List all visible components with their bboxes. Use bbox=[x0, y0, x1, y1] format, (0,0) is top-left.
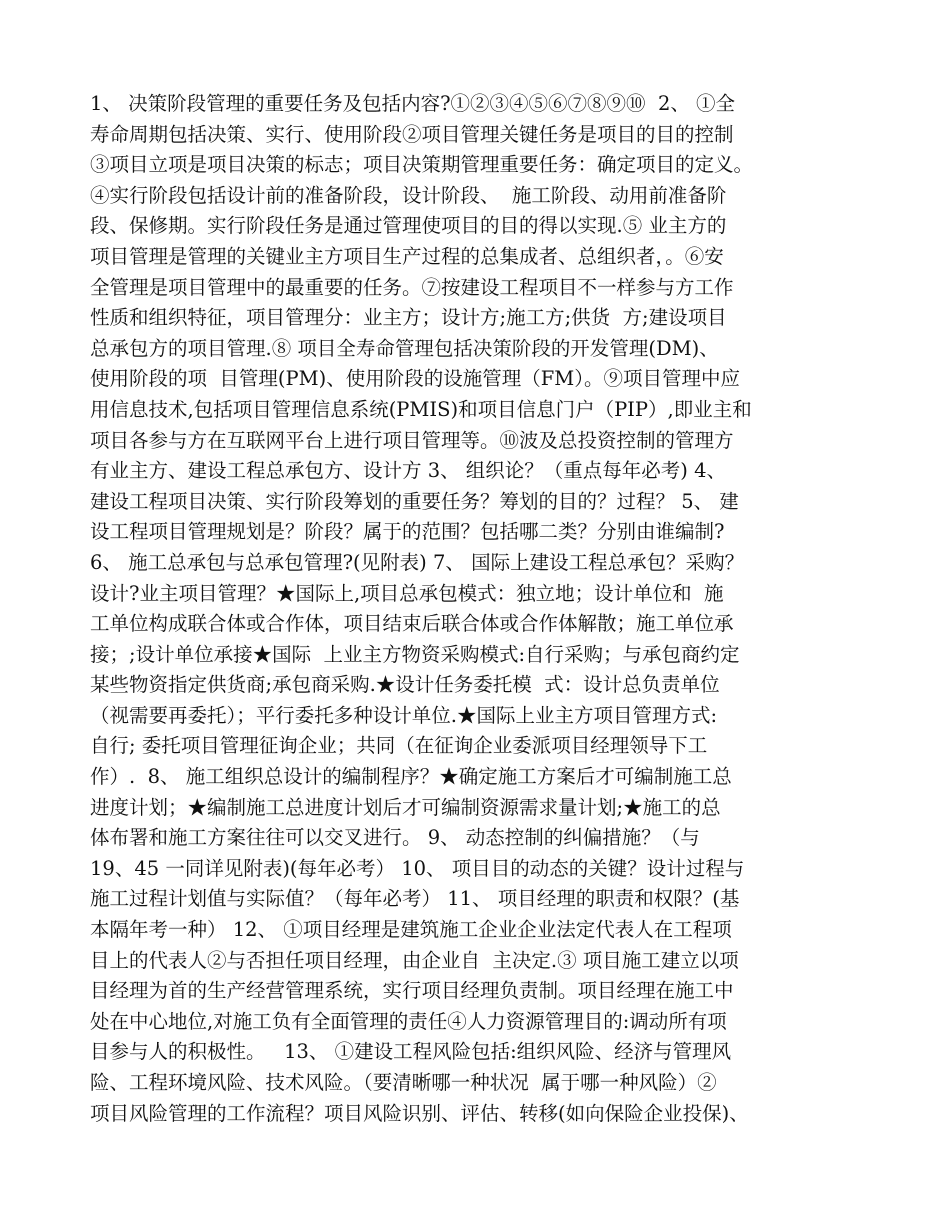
text-line: 项目管理是管理的关键业主方项目生产过程的总集成者、总组织者，。⑥安 bbox=[90, 244, 724, 268]
text-line: ③项目立项是项目决策的标志；项目决策期管理重要任务：确定项目的定义。 bbox=[90, 153, 754, 177]
text-line: 设工程项目管理规划是？阶段？属于的范围？包括哪二类？分别由谁编制? bbox=[90, 520, 725, 544]
text-line: 寿命周期包括决策、实行、使用阶段②项目管理关键任务是项目的目的控制 bbox=[90, 122, 734, 146]
text-line: 设计?业主项目管理？★国际上,项目总承包模式：独立地；设计单位和 施 bbox=[90, 581, 724, 605]
text-line: 目经理为首的生产经营管理系统，实行项目经理负责制。项目经理在施工中 bbox=[90, 979, 734, 1003]
text-line: 某些物资指定供货商;承包商采购.★设计任务委托模 式：设计总负责单位 bbox=[90, 673, 720, 697]
text-line: 6、 施工总承包与总承包管理?(见附表) 7、 国际上建设工程总承包？采购？ bbox=[90, 550, 745, 574]
text-line: （视需要再委托）；平行委托多种设计单位.★国际上业主方项目管理方式: bbox=[90, 703, 718, 727]
text-line: 施工过程计划值与实际值？（每年必考） 11、 项目经理的职责和权限？(基 bbox=[90, 887, 740, 911]
text-line: ④实行阶段包括设计前的准备阶段，设计阶段、 施工阶段、动用前准备阶 bbox=[90, 183, 727, 207]
text-line: 体布署和施工方案往往可以交叉进行。 9、 动态控制的纠偏措施？（与 bbox=[90, 826, 700, 850]
text-line: 19、45 一同详见附表)(每年必考） 10、 项目目的动态的关键？设计过程与 bbox=[90, 856, 745, 880]
text-line: 处在中心地位,对施工负有全面管理的责任④人力资源管理目的:调动所有项 bbox=[90, 1009, 727, 1033]
document-body bbox=[90, 89, 870, 1129]
text-line: 目上的代表人②与否担任项目经理，由企业自 主决定.③ 项目施工建立以项 bbox=[90, 948, 739, 972]
text-line: 目参与人的积极性。 13、 ①建设工程风险包括:组织风险、经济与管理风 bbox=[90, 1040, 732, 1064]
text-line: 总承包方的项目管理.⑧ 项目全寿命管理包括决策阶段的开发管理(DM)、 bbox=[90, 336, 719, 360]
text-line: 1、 决策阶段管理的重要任务及包括内容?①②③④⑤⑥⑦⑧⑨⑩ 2、 ①全 bbox=[90, 92, 736, 115]
text-line: 项目各参与方在互联网平台上进行项目管理等。⑩波及总投资控制的管理方 bbox=[90, 428, 734, 452]
text-line: 本隔年考一种） 12、 ①项目经理是建筑施工企业企业法定代表人在工程项 bbox=[90, 918, 732, 942]
text-line: 项目风险管理的工作流程？项目风险识别、评估、转移(如向保险企业投保)、 bbox=[90, 1101, 749, 1125]
text-line: 全管理是项目管理中的最重要的任务。⑦按建设工程项目不一样参与方工作 bbox=[90, 275, 734, 299]
text-line: 工单位构成联合体或合作体，项目结束后联合体或合作体解散；施工单位承 bbox=[90, 612, 734, 636]
text-line: 使用阶段的项 目管理(PM)、使用阶段的设施管理（FM）。⑨项目管理中应 bbox=[90, 367, 740, 391]
text-line: 建设工程项目决策、实行阶段筹划的重要任务？筹划的目的？过程？ 5、 建 bbox=[90, 489, 739, 513]
text-line: 险、工程环境风险、技术风险。（要清晰哪一种状况 属于哪一种风险）② bbox=[90, 1071, 717, 1094]
text-line: 用信息技术,包括项目管理信息系统(PMIS)和项目信息门户（PIP）,即业主和 bbox=[90, 397, 752, 421]
text-line: 有业主方、建设工程总承包方、设计方 3、 组织论？（重点每年必考) 4、 bbox=[90, 459, 727, 483]
text-line: 进度计划；★编制施工总进度计划后才可编制资源需求量计划;★施工的总 bbox=[90, 795, 721, 819]
text-line: 段、保修期。实行阶段任务是通过管理使项目的目的得以实现.⑤ 业主方的 bbox=[90, 214, 727, 238]
text-line: 作）. 8、 施工组织总设计的编制程序？★确定施工方案后才可编制施工总 bbox=[90, 765, 732, 789]
text-line: 性质和组织特征，项目管理分：业主方；设计方;施工方;供货 方;建设项目 bbox=[90, 306, 727, 330]
text-line: 接；;设计单位承接★国际 上业主方物资采购模式:自行采购；与承包商约定 bbox=[90, 642, 740, 666]
text-line: 自行; 委托项目管理征询企业；共同（在征询企业委派项目经理领导下工 bbox=[90, 734, 708, 758]
